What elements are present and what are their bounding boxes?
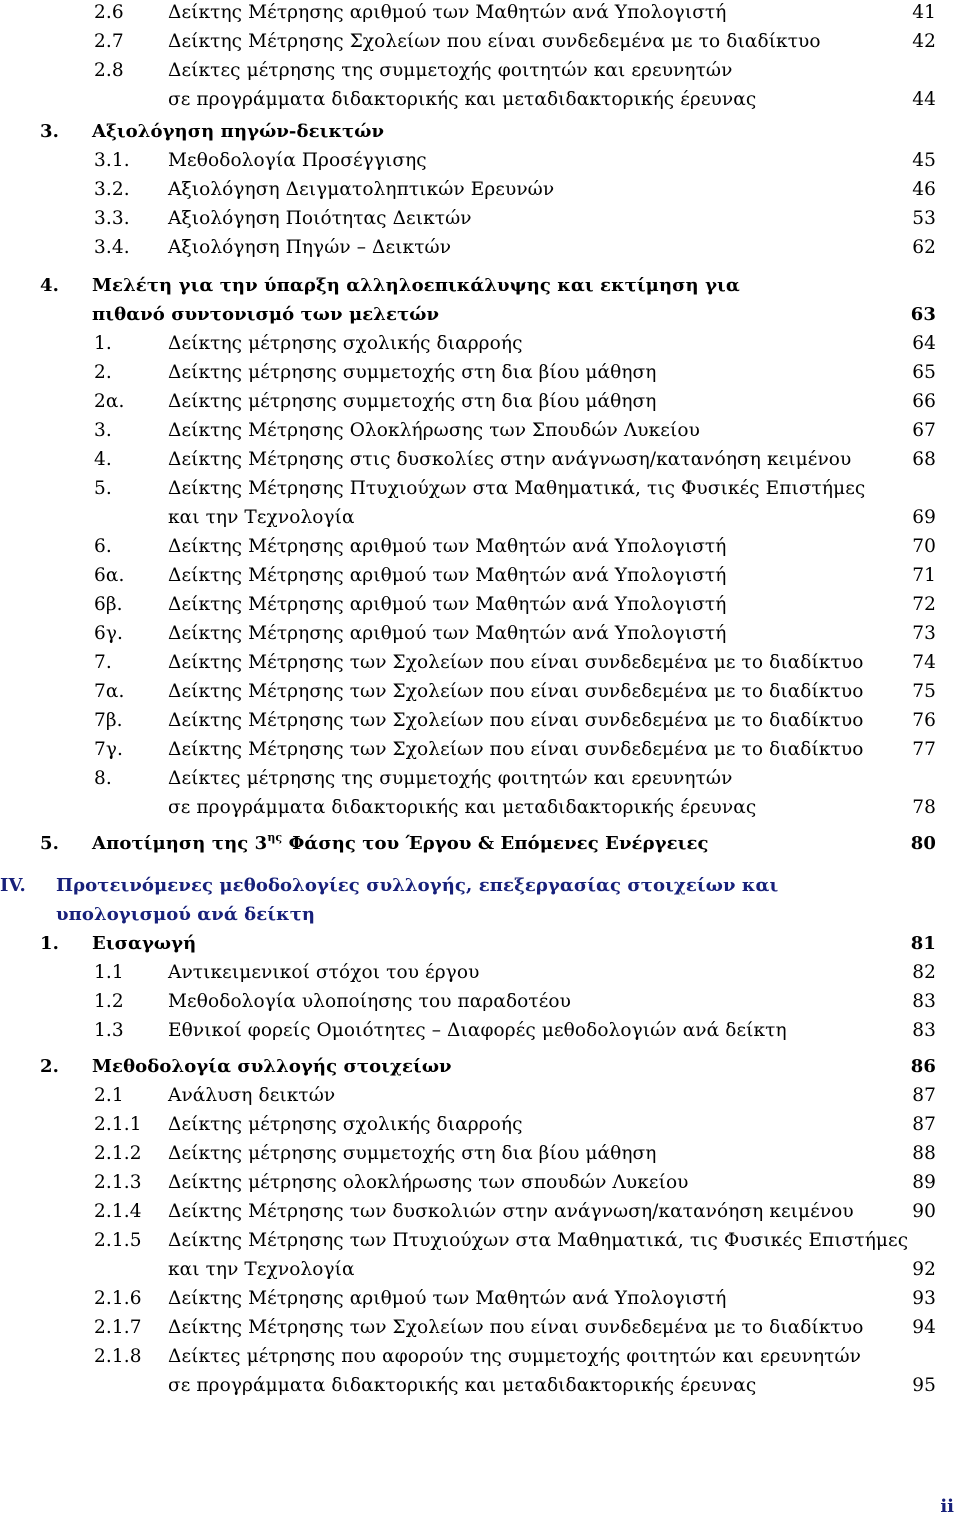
- entry-title: σε προγράμματα διδακτορικής και μεταδιδακτορικής έρευνας: [168, 797, 757, 818]
- title-part: Φάσης του Έργου & Επόμενες Ενέργειες: [282, 833, 709, 854]
- entry-page: 74: [912, 652, 936, 673]
- title-superscript: ης: [267, 831, 283, 844]
- entry-page: 95: [912, 1375, 936, 1396]
- entry-number: 6β.: [94, 594, 123, 615]
- entry-number: 6.: [94, 536, 112, 557]
- entry-page: 88: [912, 1143, 936, 1164]
- entry-page: 67: [912, 420, 936, 441]
- entry-title: Δείκτης Μέτρησης αριθμού των Μαθητών ανά Υπολογιστή: [168, 594, 727, 615]
- entry-number: 2.1.3: [94, 1172, 142, 1193]
- toc-entry[interactable]: [94, 1140, 960, 1168]
- entry-number: 4.: [40, 275, 59, 296]
- entry-number: 2.6: [94, 2, 124, 23]
- entry-title: Μεθοδολογία συλλογής στοιχείων: [92, 1056, 452, 1077]
- toc-entry[interactable]: [94, 1111, 960, 1139]
- entry-number: 2.: [40, 1056, 59, 1077]
- entry-number: 7.: [94, 652, 112, 673]
- toc-entry[interactable]: [94, 330, 960, 358]
- toc-entry[interactable]: [94, 1314, 960, 1342]
- toc-entry[interactable]: [94, 1227, 960, 1255]
- section-heading[interactable]: [40, 1053, 960, 1081]
- toc-entry[interactable]: [94, 234, 960, 262]
- toc-entry[interactable]: [94, 765, 960, 793]
- entry-title: Δείκτης μέτρησης συμμετοχής στη δια βίου μάθηση: [168, 362, 657, 383]
- entry-page: 73: [912, 623, 936, 644]
- toc-entry[interactable]: [94, 959, 960, 987]
- toc-entry[interactable]: [94, 57, 960, 85]
- toc-entry[interactable]: [94, 147, 960, 175]
- toc-entry-continuation[interactable]: [94, 504, 960, 532]
- toc-entry[interactable]: [94, 649, 960, 677]
- entry-page: 78: [912, 797, 936, 818]
- entry-title: Δείκτης Μέτρησης Ολοκλήρωσης των Σπουδών Λυκείου: [168, 420, 700, 441]
- entry-number: 2.1.1: [94, 1114, 142, 1135]
- toc-entry[interactable]: [94, 1285, 960, 1313]
- entry-page: 81: [910, 933, 936, 954]
- entry-title: Δείκτης μέτρησης σχολικής διαρροής: [168, 333, 523, 354]
- entry-title: Μεθοδολογία υλοποίησης του παραδοτέου: [168, 991, 572, 1012]
- entry-title: Δείκτης Μέτρησης Πτυχιούχων στα Μαθηματικά, τις Φυσικές Επιστήμες: [168, 478, 866, 499]
- toc-entry[interactable]: [94, 678, 960, 706]
- toc-entry-continuation[interactable]: [94, 1372, 960, 1400]
- entry-title: Εισαγωγή: [92, 933, 197, 954]
- section-heading[interactable]: [40, 118, 960, 146]
- entry-page: 68: [912, 449, 936, 470]
- entry-title: Αξιολόγηση Ποιότητας Δεικτών: [168, 208, 472, 229]
- toc-entry[interactable]: [94, 1017, 960, 1045]
- entry-page: 65: [912, 362, 936, 383]
- entry-number: 3.3.: [94, 208, 130, 229]
- entry-title: Δείκτης Μέτρησης των δυσκολιών στην ανάγνωση/κατανόηση κειμένου: [168, 1201, 854, 1222]
- part-heading[interactable]: [0, 872, 960, 900]
- entry-page: 53: [912, 208, 936, 229]
- toc-entry-continuation[interactable]: [94, 794, 960, 822]
- entry-number: 1.1: [94, 962, 124, 983]
- entry-title: Δείκτης μέτρησης συμμετοχής στη δια βίου μάθηση: [168, 391, 657, 412]
- entry-page: 83: [912, 991, 936, 1012]
- toc-entry[interactable]: [94, 28, 960, 56]
- entry-title: Δείκτης Μέτρησης των Σχολείων που είναι συνδεδεμένα με το διαδίκτυο: [168, 652, 864, 673]
- entry-title: [92, 830, 709, 860]
- toc-entry[interactable]: [94, 417, 960, 445]
- entry-page: 77: [912, 739, 936, 760]
- entry-page: 87: [912, 1114, 936, 1135]
- section-heading-continuation[interactable]: [40, 301, 960, 329]
- entry-number: 3.1.: [94, 150, 130, 171]
- entry-number: 7α.: [94, 681, 125, 702]
- toc-entry[interactable]: [94, 533, 960, 561]
- entry-title: Προτεινόμενες μεθοδολογίες συλλογής, επεξεργασίας στοιχείων και: [56, 875, 779, 896]
- entry-title: Δείκτες μέτρησης που αφορούν της συμμετοχής φοιτητών και ερευνητών: [168, 1346, 862, 1367]
- toc-entry[interactable]: [94, 0, 960, 27]
- entry-page: 76: [912, 710, 936, 731]
- entry-number: 2.1: [94, 1085, 124, 1106]
- entry-number: 8.: [94, 768, 112, 789]
- entry-number: 3.: [40, 121, 59, 142]
- entry-number: 4.: [94, 449, 112, 470]
- entry-title: και την Τεχνολογία: [168, 1259, 355, 1280]
- entry-page: 46: [912, 179, 936, 200]
- entry-title: Ανάλυση δεικτών: [168, 1085, 336, 1106]
- entry-page: 75: [912, 681, 936, 702]
- entry-page: 44: [912, 89, 936, 110]
- entry-title: Δείκτης μέτρησης σχολικής διαρροής: [168, 1114, 523, 1135]
- entry-title: Δείκτης Μέτρησης αριθμού των Μαθητών ανά Υπολογιστή: [168, 623, 727, 644]
- entry-title: Δείκτης Μέτρησης στις δυσκολίες στην ανάγνωση/κατανόηση κειμένου: [168, 449, 852, 470]
- entry-number: 5.: [40, 833, 59, 854]
- entry-number: 3.4.: [94, 237, 130, 258]
- entry-title: Αξιολόγηση πηγών-δεικτών: [92, 121, 385, 142]
- entry-title: Δείκτης Μέτρησης αριθμού των Μαθητών ανά Υπολογιστή: [168, 2, 727, 23]
- entry-page: 70: [912, 536, 936, 557]
- entry-number: 1.: [40, 933, 59, 954]
- entry-title: Μελέτη για την ύπαρξη αλληλοεπικάλυψης και εκτίμηση για: [92, 275, 740, 296]
- entry-number: 7γ.: [94, 739, 124, 760]
- toc-entry[interactable]: [94, 205, 960, 233]
- entry-page: 86: [910, 1056, 936, 1077]
- entry-title: και την Τεχνολογία: [168, 507, 355, 528]
- entry-page: 93: [912, 1288, 936, 1309]
- toc-entry[interactable]: [94, 1198, 960, 1226]
- entry-number: 2.: [94, 362, 112, 383]
- entry-number: 7β.: [94, 710, 123, 731]
- page-number: ii: [940, 1496, 954, 1517]
- entry-title: Δείκτης Μέτρησης των Πτυχιούχων στα Μαθηματικά, τις Φυσικές Επιστήμες: [168, 1230, 909, 1251]
- toc-entry[interactable]: [94, 359, 960, 387]
- entry-number: 2.1.2: [94, 1143, 142, 1164]
- entry-page: 71: [912, 565, 936, 586]
- entry-page: 62: [912, 237, 936, 258]
- toc-entry[interactable]: [94, 446, 960, 474]
- toc-entry[interactable]: [94, 1082, 960, 1110]
- entry-title: υπολογισμού ανά δείκτη: [56, 904, 316, 925]
- entry-number: 1.: [94, 333, 112, 354]
- title-part: Αποτίμηση της 3: [92, 833, 268, 854]
- toc-entry[interactable]: [94, 736, 960, 764]
- entry-title: Δείκτης Μέτρησης των Σχολείων που είναι συνδεδεμένα με το διαδίκτυο: [168, 710, 864, 731]
- entry-number: 2.1.6: [94, 1288, 142, 1309]
- entry-page: 94: [912, 1317, 936, 1338]
- toc-entry[interactable]: [94, 1343, 960, 1371]
- entry-page: 64: [912, 333, 936, 354]
- entry-number: 2.7: [94, 31, 124, 52]
- entry-page: 72: [912, 594, 936, 615]
- entry-number: 2.1.7: [94, 1317, 142, 1338]
- part-heading-continuation[interactable]: [0, 901, 960, 929]
- entry-page: 83: [912, 1020, 936, 1041]
- toc-entry[interactable]: [94, 1169, 960, 1197]
- entry-number: 3.: [94, 420, 112, 441]
- entry-title: πιθανό συντονισμό των μελετών: [92, 304, 440, 325]
- entry-title: Εθνικοί φορείς Ομοιότητες – Διαφορές μεθοδολογιών ανά δείκτη: [168, 1020, 787, 1041]
- entry-title: Μεθοδολογία Προσέγγισης: [168, 150, 427, 171]
- entry-number: 1.2: [94, 991, 124, 1012]
- entry-page: 82: [912, 962, 936, 983]
- section-heading[interactable]: [40, 830, 960, 858]
- toc-entry[interactable]: [94, 176, 960, 204]
- entry-page: 63: [910, 304, 936, 325]
- entry-page: 90: [912, 1201, 936, 1222]
- entry-page: 87: [912, 1085, 936, 1106]
- entry-title: Αξιολόγηση Δειγματοληπτικών Ερευνών: [168, 179, 555, 200]
- entry-page: 42: [912, 31, 936, 52]
- toc-entry[interactable]: [94, 388, 960, 416]
- entry-title: Δείκτες μέτρησης της συμμετοχής φοιτητών και ερευνητών: [168, 768, 733, 789]
- entry-title: Δείκτης μέτρησης συμμετοχής στη δια βίου μάθηση: [168, 1143, 657, 1164]
- entry-title: Αντικειμενικοί στόχοι του έργου: [168, 962, 480, 983]
- entry-title: Δείκτες μέτρησης της συμμετοχής φοιτητών και ερευνητών: [168, 60, 733, 81]
- entry-number: 2.1.5: [94, 1230, 142, 1251]
- entry-number: 2.1.4: [94, 1201, 142, 1222]
- entry-number: 2.8: [94, 60, 124, 81]
- toc-entry[interactable]: [94, 620, 960, 648]
- toc-entry-continuation[interactable]: [94, 1256, 960, 1284]
- entry-page: 92: [912, 1259, 936, 1280]
- toc-entry[interactable]: [94, 591, 960, 619]
- entry-title: Δείκτης Μέτρησης Σχολείων που είναι συνδεδεμένα με το διαδίκτυο: [168, 31, 821, 52]
- entry-title: Δείκτης Μέτρησης των Σχολείων που είναι συνδεδεμένα με το διαδίκτυο: [168, 1317, 864, 1338]
- entry-page: 89: [912, 1172, 936, 1193]
- entry-number: 5.: [94, 478, 112, 499]
- entry-page: 66: [912, 391, 936, 412]
- entry-page: 69: [912, 507, 936, 528]
- entry-page: 45: [912, 150, 936, 171]
- toc-entry[interactable]: [94, 475, 960, 503]
- entry-number: 2.1.8: [94, 1346, 142, 1367]
- entry-page: 80: [910, 833, 936, 854]
- entry-title: σε προγράμματα διδακτορικής και μεταδιδακτορικής έρευνας: [168, 89, 757, 110]
- entry-number: 2α.: [94, 391, 125, 412]
- entry-number: 6γ.: [94, 623, 124, 644]
- toc-entry[interactable]: [94, 707, 960, 735]
- section-heading[interactable]: [40, 272, 960, 300]
- entry-title: Αξιολόγηση Πηγών – Δεικτών: [168, 237, 452, 258]
- entry-page: 41: [912, 2, 936, 23]
- entry-title: Δείκτης μέτρησης ολοκλήρωσης των σπουδών Λυκείου: [168, 1172, 689, 1193]
- toc-entry-continuation[interactable]: [94, 86, 960, 114]
- toc-entry[interactable]: [94, 562, 960, 590]
- entry-number: IV.: [0, 875, 26, 896]
- entry-number: 1.3: [94, 1020, 124, 1041]
- entry-title: Δείκτης Μέτρησης αριθμού των Μαθητών ανά Υπολογιστή: [168, 565, 727, 586]
- toc-entry[interactable]: [94, 988, 960, 1016]
- entry-number: 3.2.: [94, 179, 130, 200]
- section-heading[interactable]: [40, 930, 960, 958]
- entry-title: σε προγράμματα διδακτορικής και μεταδιδακτορικής έρευνας: [168, 1375, 757, 1396]
- entry-title: Δείκτης Μέτρησης των Σχολείων που είναι συνδεδεμένα με το διαδίκτυο: [168, 739, 864, 760]
- entry-title: Δείκτης Μέτρησης αριθμού των Μαθητών ανά Υπολογιστή: [168, 536, 727, 557]
- entry-title: Δείκτης Μέτρησης των Σχολείων που είναι συνδεδεμένα με το διαδίκτυο: [168, 681, 864, 702]
- entry-number: 6α.: [94, 565, 125, 586]
- entry-title: Δείκτης Μέτρησης αριθμού των Μαθητών ανά Υπολογιστή: [168, 1288, 727, 1309]
